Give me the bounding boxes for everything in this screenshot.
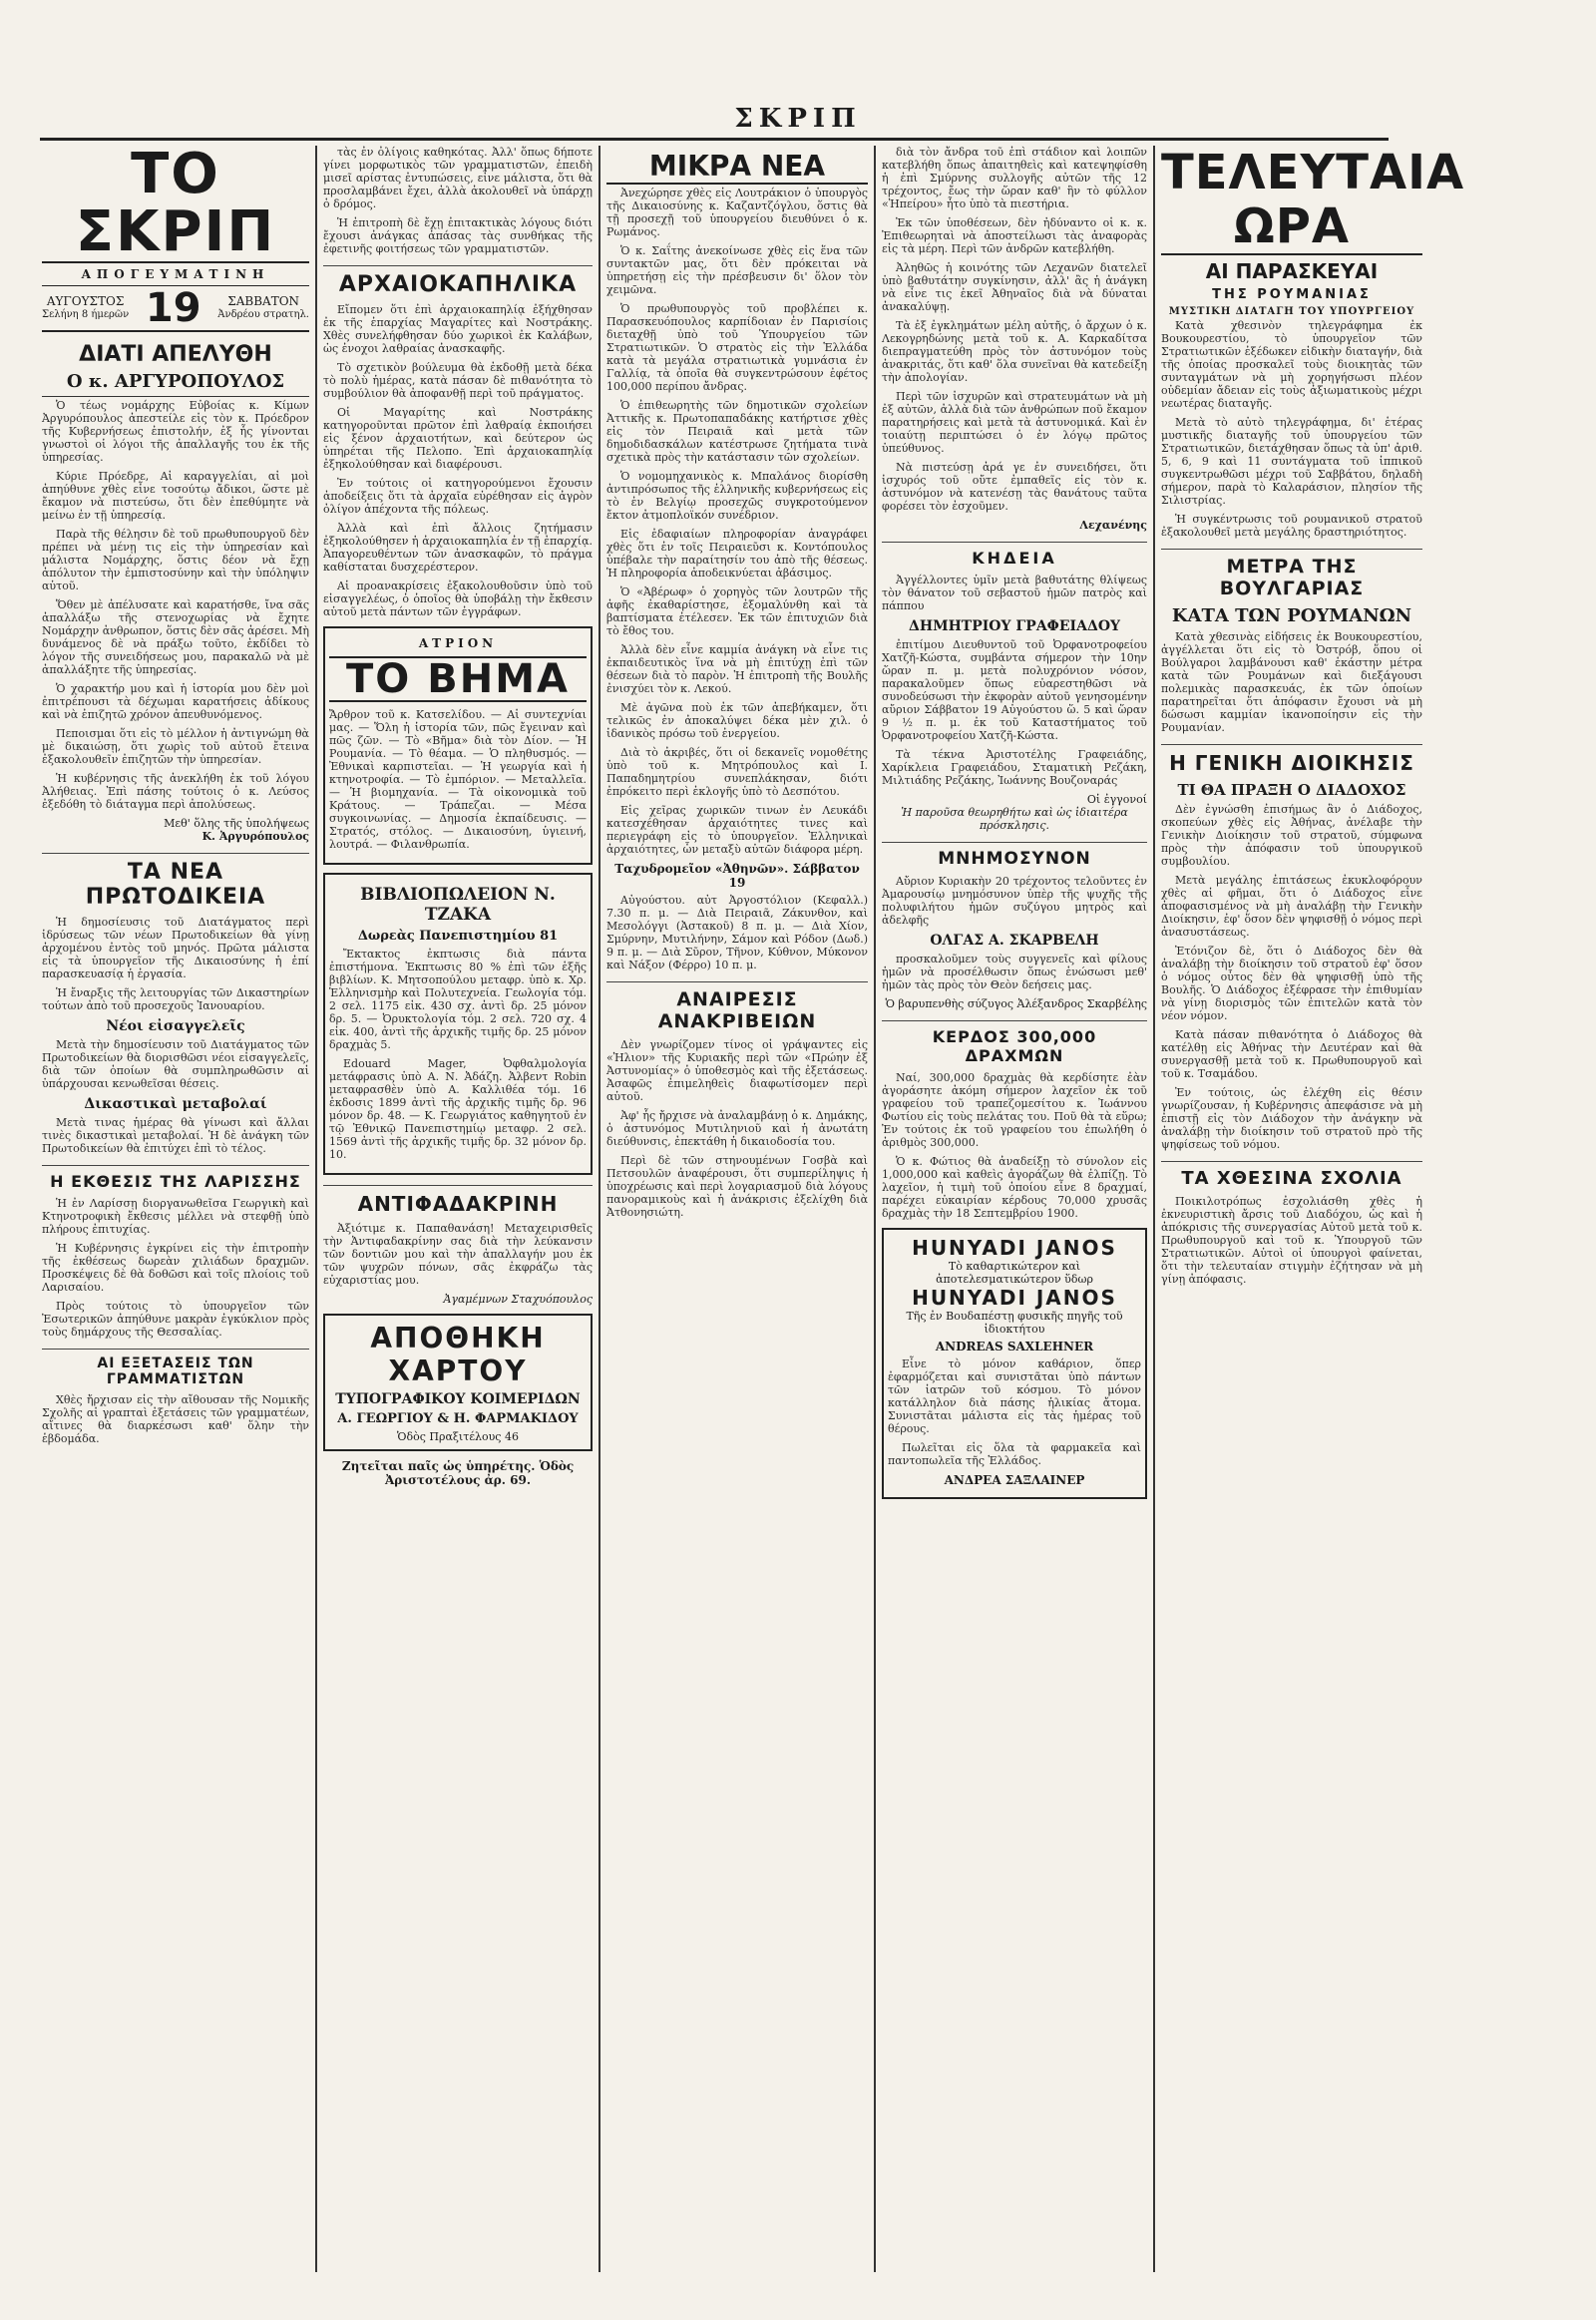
column-2 [323,146,593,2280]
deceased-name: ΔΗΜΗΤΡΙΟΥ ΓΡΑΦΕΙΑΔΟΥ [908,618,1121,634]
headline: ΜΕΤΡΑ ΤΗΣ ΒΟΥΛΓΑΡΙΑΣ [1161,549,1422,599]
subheading: ΑΙ ΠΑΡΑΣΚΕΥΑΙ [1205,259,1379,283]
column-divider [598,146,600,2272]
paragraph: Νὰ πιστεύσῃ ἀρά γε ἐν συνειδήσει, ὅτι ἰσχυρός τοῦ οὔτε ἐμπαθεῖς εἰς τὸν κ. ἀστυνόμον νὰ κατενέσῃ τὰς θανάτους ταῦτα φορέσει τὸν ἐσχοῦμεν. [882,461,1147,513]
paragraph: Ἐκ τῶν ὑποθέσεων, δὲν ἠδύναντο οἱ κ. κ. Ἐπιθεωρηταὶ νὰ ἀποστείλωσι τὰς ἀναφορὰς εἰς τὰ μέρη. Περὶ τῶν ἀνδρῶν κατεβλήθη. [882,216,1147,255]
deceased-name: ΟΛΓΑΣ Α. ΣΚΑΡΒΕΛΗ [930,933,1099,949]
column-5 [1161,145,1465,2280]
classified-note: Ζητεῖται παῖς ὡς ὑπηρέτης. Ὁδὸς Ἀριστοτέλους ἀρ. 69. [341,1459,575,1487]
date-left: ΑΥΓΟΥΣΤΟΣ Σελήνη 8 ήμερῶν [42,294,130,320]
date-right: ΣΑΒΒΑΤΟΝ Ἀνδρέου στρατηλ. [217,294,309,320]
ad-hunyadi [882,1228,1147,1499]
paragraph: Περὶ δὲ τῶν στηνουμένων Γοσβὰ καὶ Πετσουλῶν ἀναφέρουσι, ὅτι συμπερίληψις ἡ ὑποχρέωσις καὶ περὶ λογαριασμοῦ διὰ λόγους πανοραμικοὺς καὶ ἡ ἀνάκρισις ἐξελίχθη διὰ Ἀτθονησιώτη. [606,1154,868,1219]
ad-owner: ΑΝΔΡΕΑ ΣΑΞΛΑΙΝΕΡ [944,1473,1085,1487]
paragraph: Ὁ ἐπιθεωρητὴς τῶν δημοτικῶν σχολείων Ἀττικῆς κ. Πρωτοπαπαδάκης κατήρτισε χθὲς εἰς τὸν Πειραιᾶ καὶ μετὰ τῶν δημοδιδασκάλων κατέστρωσε ζητήματα τινὰ σχετικὰ πρὸς τὴν κατάστασιν τῶν σχολείων. [606,399,868,464]
column-divider [1153,146,1155,2272]
paragraph: Μετὰ τὴν δημοσίευσιν τοῦ Διατάγματος τῶν Πρωτοδικείων θὰ διορισθῶσι νέοι εἰσαγγελεῖς, διὰ τῶν ὁποίων θὰ συμπληρωθῶσιν αἱ ὑπάρχουσαι κενωθεῖσαι θέσεις. [42,1038,309,1090]
paragraph: Ἀλλὰ δὲν εἶνε καμμία ἀνάγκη νὰ εἶνε τις ἐκπαιδευτικὸς ἵνα νὰ μὴ ἐπιτύχῃ ἐπὶ τῶν θέσεων διὰ τὸ παρὸν. Ἡ ἐπιτροπὴ τῆς Βουλῆς ἐνισχύει τὸν κ. Λεκού. [606,643,868,695]
ad-signature: Ἀγαμέμνων Σταχυόπουλος [443,1293,593,1306]
ad-title: ΤΟ ΒΗΜΑ [329,656,587,702]
paragraph: Ἡ συγκέντρωσις τοῦ ρουμανικοῦ στρατοῦ ἐξακολουθεῖ μετὰ μεγάλης δραστηριότητος. [1161,513,1422,539]
paragraph: Ἀφ' ἧς ἤρχισε νὰ ἀναλαμβάνῃ ὁ κ. Δημάκης, ὁ ἀστυνόμος Μυτιληνιοῦ καὶ ἡ ἀνωτάτη διεύθυνσις, ἐπεκτάθη ἡ δικαιοδοσία του. [606,1109,868,1148]
headline-sub: ΤΙ ΘΑ ΠΡΑΞΗ Ο ΔΙΑΔΟΧΟΣ [1177,781,1406,799]
masthead: ΤΟ ΣΚΡΙΠ [42,146,309,263]
paragraph: Ὁ κ. Σαΐτης ἀνεκοίνωσε χθὲς εἰς ἕνα τῶν συντακτῶν μας, ὅτι δὲν πρόκειται νὰ ὑπηρετήσῃ εἰς τὴν πρέσβευσιν δι' ὅλον τὸν χειμῶνα. [606,244,868,296]
headline: ΑΙ ΕΞΕΤΑΣΕΙΣ ΤΩΝ ΓΡΑΜΜΑΤΙΣΤΩΝ [42,1349,309,1387]
paragraph: Αὐγούστου. αὐτ Ἀργοστόλιον (Κεφαλλ.) 7.30 π. μ. — Διὰ Πειραιᾶ, Ζάκυνθον, καὶ Μεσολόγγι (Ἀστακοῦ) 8 π. μ. — Διὰ Χίον, Σμύρνην, Μυτιλήνην, Σάμον καὶ Ρόδον (Δωδ.) 9 π. μ. — Διὰ Σῦρον, Τῆνον, Κύθνον, Μύκονον καὶ Νάξον (Φέρρο) 10 π. μ. [606,894,868,971]
paragraph: Ἐν τούτοις οἱ κατηγορούμενοι ἔχουσιν ἀποδείξεις ὅτι τὰ ἀρχαῖα εὐρέθησαν εἰς ἀγρὸν ὀλίγον ἀπέχοντα τῆς πόλεως. [323,477,593,516]
paragraph: Αὔριον Κυριακὴν 20 τρέχοντος τελοῦντες ἐν Ἀμαρουσίῳ μνημόσυνον ὑπὲρ τῆς ψυχῆς τῆς πολυφιλήτου ἡμῶν συζύγου μητρὸς καὶ ἀδελφῆς [882,875,1147,927]
note: Ἡ παροῦσα θεωρηθήτω καὶ ὡς ἰδιαιτέρα πρόσκλησις. [901,806,1128,832]
signature: Λεχανένης [1079,519,1147,532]
paragraph: Ὁ τέως νομάρχης Εὐβοίας κ. Κίμων Ἀργυρόπουλος ἀπεστείλε εἰς τὸν κ. Πρόεδρον τῆς Κυβερνήσεως ἐπιστολήν, ἐξ ἧς γίνονται γνωστοὶ οἱ λόγοι τῆς ἀπαλλαγῆς του ἐκ τῆς ὑπηρεσίας. [42,399,309,464]
headline-sub: Ο κ. ΑΡΓΥΡΟΠΟΥΛΟΣ [42,371,309,397]
ad-subtitle: ΤΥΠΟΓΡΑΦΙΚΟΥ ΚΟΙΜΕΡΙΔΩΝ [335,1391,581,1407]
paragraph: Ἡ ἐπιτροπὴ δὲ ἔχῃ ἐπιτακτικὰς λόγους διότι ἔχουσι ἀνάγκας ἀπάσας τὰς συνθήκας τῆς ἐφετινῆς φοιτήσεως τῶν γραμματιστῶν. [323,216,593,255]
paragraph: Εἴπομεν ὅτι ἐπὶ ἀρχαιοκαπηλίᾳ ἐξήχθησαν ἐκ τῆς ἐπαρχίας Μαγαρίτες καὶ Νοστράκης. Χθὲς συνελήφθησαν δύο χωρικοὶ ἐκ Καλάβων, ὡς ἐνοχοι λαθραίας ἀνασκαφῆς. [323,303,593,355]
ad-text: Ἔκτακτος ἐκπτωσις διὰ πάντα ἐπιστήμονα. Ἐκπτωσις 80 % ἐπὶ τῶν ἑξῆς βιβλίων. Κ. Μητσοπούλου μεταφρ. ὑπὸ κ. Χρ. Ἑλληνισμὴρ καὶ Πολυτεχνεία. Γεωλογία τόμ. 2 σελ. 1175 εἰκ. 430 σχ. ἀντὶ δρ. 25 μόνον δρ. 5. — Ὀρυκτολογία τόμ. 2 σελ. 720 σχ. 4 εἰκ. 400, ἀντὶ τῆς ἀρχικῆς τιμῆς δρ. 25 μόνον δραχμὰς 5. [329,948,587,1051]
ad-text: Ἄρθρον τοῦ κ. Κατσελίδου. — Αἱ συντεχνίαι μας. — Ὅλη ἡ ἱστορία τῶν, πῶς ἔγειναν καὶ πῶς ζῶν. — Τὸ «Βῆμα» διὰ τὸν Δίον. — Ἡ Ρουμανία. — Τὸ θέαμα. — Ὁ πληθυσμός. — Ἐθνικαὶ καρπιστεῖαι. — Ἡ γεωργία καὶ ἡ κτηνοτροφία. — Τὸ ἐμπόριον. — Μεταλλεῖα. — Ἡ βιομηχανία. — Τὰ οἰκονομικὰ τοῦ Κράτους. — Τράπεζαι. — Μέσα συγκοινωνίας. — Δημοσία ἐκπαίδευσις. — Στρατός, στόλος. — Δικαιοσύνη, ὑγιεινή, λουτρά. — Φιλανθρωπία. [329,708,587,851]
signature: Ὁ βαρυπενθὴς σύζυγος Ἀλέξανδρος Σκαρβέλης [885,997,1147,1010]
header-rule [40,138,1389,141]
paragraph: Τὰ ἐξ ἐγκλημάτων μέλη αὐτῆς, ὁ ἄρχων ὁ κ. Λεκογρηδώνης μετὰ τοῦ κ. Α. Καρκαδίτσα διεπραγματεύθη πρὸς τὸν ἀστυνόμον τοὺς ἀνακριτάς, ὅτι καθ' ὅλα συνεῖναι θὰ κατεδείξη τὴν ἀπολογίαν. [882,319,1147,384]
ad-text: Edouard Mager, Ὀφθαλμολογία μετάφρασις ὑπὸ Α. Ν. Ἀδάζη. Ἀλβεντ Robin μεταφρασθὲν ὑπὸ Α. Καλλιθέα τόμ. 16 ἐκδοσις 1899 ἀντὶ τῆς ἀρχικῆς τιμῆς δρ. 96 μόνον δρ. 48. — Κ. Γεωργιάτος καθηγητοῦ ἐν τῷ Ἐθνικῷ Πανεπιστημίῳ μεταφρ. 2 σελ. 1569 ἀντὶ τῆς ἀρχικῆς τιμῆς δρ. 32 μόνον δρ. 10. [329,1057,587,1161]
paragraph: Ποικιλοτρόπως ἐσχολιάσθη χθὲς ἡ ἐκνευριστικὴ ἄρσις τοῦ Διαδόχου, ὡς καὶ ἡ ἀπόκρισις τῆς συνεργασίας Αὐτοῦ μετὰ τοῦ κ. Πρωθυπουργοῦ καὶ τοῦ κ. Ὑπουργοῦ τῶν Στρατιωτικῶν. Αὐτοὶ οἱ ὑπουργοὶ φαίνεται, ὅτι τὴν τελευταίαν στιγμὴν ἐζήτησαν νὰ μὴ γίνῃ ἀπόφασις. [1161,1195,1422,1286]
headline: ΑΝΑΙΡΕΣΙΣ ΑΝΑΚΡΙΒΕΙΩΝ [606,981,868,1032]
headline-big: ΤΕΛΕΥΤΑΙΑ ΩΡΑ [1161,145,1465,254]
signature: Οἱ ἐγγονοί [1086,793,1147,806]
paragraph: Ἀλλὰ καὶ ἐπὶ ἄλλοις ζητήμασιν ἐξηκολούθησεν ἡ ἀρχαιοκαπηλία ἐν τῇ ἐπαρχίᾳ. Ἀπαγορευθέντων τῶν ἀνασκαφῶν, τὸ πράγμα καθίσταται δυσχερέστερον. [323,522,593,574]
paragraph: Διὰ τὸ ἀκριβές, ὅτι οἱ δεκανεῖς νομοθέτης ὑπὸ τοῦ κ. Μητρόπουλος καὶ Ι. Παπαδημητρίου συνεπλάκησαν, διότι ἐπρόκειτο περὶ ἐκλογῆς ὑπὸ τὸ Δεσπότου. [606,746,868,798]
ad-owner: ANDREAS SAXLEHNER [935,1340,1094,1353]
ad-text: Ἀξιότιμε κ. Παπαθανάση! Μεταχειρισθεῖς τὴν Ἀντιφαδακρίνην σας διὰ τὴν λεύκανσιν τῶν δοντιῶν μου καὶ τὴν ἀπαλλαγήν μου ἐκ τῶν ψυχρῶν πόνων, σᾶς ἐκφράζω τὰς εὐχαριστίας μου. [323,1222,593,1287]
paragraph: Ἐν τούτοις, ὡς ἐλέχθη εἰς θέσιν γνωρίζουσαν, ἡ Κυβέρνησις ἀπεφάσισε νὰ μὴ ἐπιστῇ εἰς τὸν Διάδοχον τὴν ἀνάγκην νὰ ἀναλάβῃ τὴν διοίκησιν τοῦ στρατοῦ πρὸ τῆς ψηφίσεως τοῦ νόμου. [1161,1086,1422,1151]
paragraph: Δὲν γνωρίζομεν τίνος οἱ γράψαντες εἰς «Ἡλιον» τῆς Κυριακῆς περὶ τῶν «Πρώην ἐξ Ἀστυνομίας» ὁ ὑποθεσμὸς καὶ τῆς ἐξετάσεως. Ἀσαφῶς ἐπιμεληθεὶς διαφωτίσομεν περὶ αὐτοῦ. [606,1038,868,1103]
paragraph: τὰς ἐν ὀλίγοις καθηκότας. Ἀλλ' ὅπως δήποτε γίνει μορφωτικὸς τῶν γραμματιστῶν, ἐπειδὴ μισεῖ αρίστας ἐντυπώσεις, εἶνε μάλιστα, ὅτι θὰ προσλαμβάνει ἔχει, ἀλλὰ ἀκολουθεῖ νὰ ὑπάρχῃ ὁ δρόμος. [323,146,593,210]
headline: ΔΙΑΤΙ ΑΠΕΛΥΘΗ [79,342,272,367]
headline: ΜΙΚΡΑ ΝΕΑ [606,150,868,185]
ad-address: Δωρεὰς Πανεπιστημίου 81 [357,929,559,944]
paragraph: Ἡ ἐν Λαρίσσῃ διοργανωθεῖσα Γεωργικὴ καὶ Κτηνοτροφικὴ ἔκθεσις μέλλει νὰ στεφθῇ ὑπὸ πλήρους ἐπιτυχίας. [42,1197,309,1236]
headline: Η ΕΚΘΕΣΙΣ ΤΗΣ ΛΑΡΙΣΣΗΣ [42,1165,309,1191]
paragraph: Ναί, 300,000 δραχμὰς θὰ κερδίσητε ἐὰν ἀγοράσητε ἀκόμη σήμερον λαχεῖον ἐκ τοῦ γραφείου τοῦ τραπεζομεσίτου κ. Ἰωάννου Φωτίου εἰς τοὺς πελάτας του. Ποῦ θὰ τὰ εὕρω; Ἐν τούτοις ἐκ τοῦ γραφείου του ἐπωλήθη ὁ ἀριθμὸς 300,000. [882,1071,1147,1149]
paragraph: Κατὰ χθεσινὸν τηλεγράφημα ἐκ Βουκουρεστίου, τὸ ὑπουργεῖον τῶν Στρατιωτικῶν ἐξέδωκεν εἰδικὴν διαταγήν, διὰ τῆς ὁποίας προσκαλεῖ τοὺς διοικητὰς τῶν συνταγμάτων νὰ μὴ χορηγήσωσι πλέον οὐδεμίαν ἄδειαν εἰς τοὺς ἀξιωματικοὺς μέχρι νεωτέρας διαταγῆς. [1161,319,1422,410]
paragraph: Εἰς ἐδαφιαίων πληροφορίαν ἀναγράφει χθὲς ὅτι ἐν τοῖς Πειραιεῦσι κ. Κοντόπουλος ὑπέβαλε τὴν παραίτησίν του ἀπὸ τῆς θέσεως. Ἡ πληροφορία ἀποδεικνύεται ἀβάσιμος. [606,528,868,580]
date-box [42,285,309,332]
paragraph: Μὲ ἀγῶνα ποὺ ἐκ τῶν ἀπεβήκαμεν, ὅτι τελικῶς ἐν ἀποκαλύψει δέκα μὲν χιλ. ὁ ἰδανικὸς πρόσω τοῦ ἐνεργείου. [606,701,868,740]
ad-title: ΒΙΒΛΙΟΠΩΛΕΙΟΝ Ν. ΤΖΑΚΑ [360,885,556,925]
ad-text: Εἶνε τὸ μόνον καθάριον, ὅπερ ἐφαρμόζεται καὶ συνιστᾶται ὑπὸ πάντων τῶν ἰατρῶν τοῦ κόσμου. Τὸ μόνον κατάλληλον διὰ πάσης ἡλικίας ἄτομα. Συνιστᾶται μάλιστα εἰς τὰς ἡμέρας τοῦ θέρους. [888,1357,1141,1435]
headline-sub: ΚΑΤΑ ΤΩΝ ΡΟΥΜΑΝΩΝ [1171,605,1412,626]
ad-title: ΑΠΟΘΗΚΗ ΧΑΡΤΟΥ [370,1322,546,1387]
paragraph: Ἡ δημοσίευσις τοῦ Διατάγματος περὶ ἱδρύσεως τῶν νέων Πρωτοδικείων θὰ γίνῃ ἀρχομένου ἐντὸς τοῦ μηνός. Πρῶτα μάλιστα εἰς τὰ ὑπουργεῖον τῆς Δικαιοσύνης ἡ ἐπί παρασκευασίᾳ ἡ ἐργασία. [42,916,309,980]
paragraph: Ἀληθῶς ἡ κοινότης τῶν Λεχανῶν διατελεῖ ὑπὸ βαθυτάτην συγκίνησιν, ἀλλ' ἂς ἡ ἀνάγκη νὰ εἶνε τις ἐκεῖ Ἀθηναῖος διὰ νὰ δύναται ἀνακαλύψῃ. [882,261,1147,313]
ad-to-vima [323,626,593,865]
ad-text: Πωλεῖται εἰς ὅλα τὰ φαρμακεῖα καὶ παντοπωλεῖα τῆς Ἑλλάδος. [888,1441,1141,1467]
date-number: 19 [145,285,201,331]
paragraph: Εἰς χεῖρας χωρικῶν τινων ἐν Λευκάδι κατεσχέθησαν ἀρχαιότητες τινες καὶ περιεγράφη εἰς τὸ ὑπουργεῖον. Ἐλληνικαὶ ἀρχαιότητες, ὧν μεταξὺ αὐτῶν διάφορα μέρη. [606,804,868,856]
subheading: Δικαστικαὶ μεταβολαί [84,1096,267,1112]
paragraph: Οἱ Μαγαρίτης καὶ Νοστράκης κατηγοροῦνται πρῶτον ἐπὶ λαθραίᾳ ἐκποιήσει εἰς ξένον ἀρχαιοτήτων, καὶ δεύτερον ὡς ὑπηρέται τῆς Πελοπο. Ἐπὶ ἀρχαιοκαπηλίᾳ ἐξηκολούθησαν καὶ διαφέρουσι. [323,406,593,471]
paragraph: προσκαλοῦμεν τοὺς συγγενεῖς καὶ φίλους ἡμῶν νὰ προσέλθωσιν ὅπως ἑνώσωσι μεθ' ἡμῶν τὰς πρὸς τὸν Θεὸν δεήσεις μας. [882,953,1147,991]
ad-title: ΑΝΤΙΦΑΔΑΚΡΙΝΗ [323,1185,593,1216]
paragraph: Ὁ «Ἀβέρωφ» ὁ χορηγὸς τῶν λουτρῶν τῆς ἀφῆς ἐκαθαρίστησε, ἐξομαλύνθη καὶ τὰ βαπτίσματα ἐτέλεσεν. Ἐκ τῶν ἐπιτυχιῶν διὰ τὸ ἔθος του. [606,585,868,637]
paragraph: Παρὰ τῆς θέλησιν δὲ τοῦ πρωθυπουργοῦ δὲν πρέπει νὰ μένῃ τις εἰς τὴν ὑπηρεσίαν καὶ μάλιστα Νομάρχης, ὅστις δέον νὰ ἔχῃ ἀπόλυτον τὴν ἐμπιστοσύνην καὶ τὴν ὑπόληψιν αὐτοῦ. [42,528,309,592]
masthead-subtitle: ΑΠΟΓΕΥΜΑΤΙΝΗ [81,267,270,281]
paragraph: Χθὲς ἤρχισαν εἰς τὴν αἴθουσαν τῆς Νομικῆς Σχολῆς αἱ γραπταὶ ἐξετάσεις τῶν γραμματέων, αἴτινες θὰ διαρκέσωσι καθ' ὅλην τὴν ἑβδομάδα. [42,1393,309,1445]
paragraph: διὰ τὸν ἄνδρα τοῦ ἐπὶ στάδιον καὶ λοιπῶν κατεβλήθη ὅπως ἀπαιτηθεὶς καὶ κατεψηφίσθη ἡ ἐπὶ Σμύρνης συλλογῆς αὐτῶν τῆς 12 τρέχοντος, ἔως τὴν ὥραν καθ' ἣν τὸ φύλλον «Ἠπείρου» ἦτο ὑπὸ τὰ πιεστήρια. [882,146,1147,210]
paragraph: Κύριε Πρόεδρε, Αἱ καραγγελίαι, αἱ μοὶ ἀπηύθυνε χθὲς εἶνε τοσούτῳ ἄδικοι, ὥστε μὲ ἔκαμον νὰ πιστεύσω, ὅτι δὲν ἐπεθύμητε νὰ μείνω ἐν τῇ ὑπηρεσίᾳ. [42,470,309,522]
ad-label: ΑΤΡΙΟΝ [418,636,498,650]
signoff-name: Κ. Ἀργυρόπουλος [201,830,309,843]
paragraph: Τὸ σχετικὸν βούλευμα θὰ ἐκδοθῇ μετὰ δέκα τὸ πολὺ ἡμέρας, κατὰ πάσαν δὲ πιθανότητα τὸ συμβούλιον θὰ ἀποφανθῇ περὶ τοῦ πράγματος. [323,361,593,400]
ad-paper-store [323,1314,593,1451]
ad-bookstore [323,873,593,1175]
column-divider [315,146,317,2272]
headline: ΤΑ ΝΕΑ ΠΡΩΤΟΔΙΚΕΙΑ [42,853,309,910]
paragraph: Ὁ χαρακτήρ μου καὶ ἡ ἱστορία μου δὲν μοὶ ἐπιτρέπουσι τὰ δέχωμαι καρατήσεις ἀδίκους καὶ νὰ ἐπιζητῶ χρόνον ἀπευθυνόμενος. [42,682,309,721]
paragraph: Ἀγγέλλοντες ὑμῖν μετὰ βαθυτάτης θλίψεως τὸν θάνατον τοῦ σεβαστοῦ ἡμῶν πατρὸς καὶ πάππου [882,574,1147,612]
paragraph: Ὁ νομομηχανικὸς κ. Μπαλάνος διορίσθη ἀντιπρόσωπος τῆς ἑλληνικῆς κυβερνήσεως εἰς τὸ ἐν Βελγίῳ προσεχῶς συγκροτούμενον ἔκτον ἀτμοπλοϊκόν συνέδριον. [606,470,868,522]
paragraph: Ἀνεχώρησε χθὲς εἰς Λουτράκιον ὁ ὑπουργὸς τῆς Δικαιοσύνης κ. Καζαντζόγλου, ὅστις θὰ τῇ προσεχῇ τοῦ ὑπουργείου διευθύνει ὁ κ. Ρωμάνος. [606,187,868,238]
headline: ΤΑ ΧΘΕΣΙΝΑ ΣΧΟΛΙΑ [1161,1161,1422,1189]
schedule-title: Ταχυδρομεῖον «Ἀθηνῶν». Σάββατον 19 [614,862,860,890]
paragraph: ἐπιτίμου Διευθυντοῦ τοῦ Ὀρφανοτροφείου Χατζῆ-Κώστα, συμβάντα σήμερον τὴν 10ην ὥραν π. μ. μετὰ πολυχρόνιον νόσον, παρακαλοῦμεν ὅπως εὐαρεστηθῶσι νὰ συνοδεύσωσι τὴν ἐκφορὰν αὐτοῦ γενησομένην αὔριον Σάββατον 19 Αὐγούστου ὥ. 5 καὶ ὥραν 9 ½ π. μ. ἐκ τοῦ Καταστήματος τοῦ Ὀρφανοτροφείου Χατζῆ-Κώστα. [882,638,1147,742]
running-header: ΣΚΡΙΠ [734,104,862,134]
paragraph: Ὁ κ. Φώτιος θὰ ἀναδείξῃ τὸ σύνολον εἰς 1,000,000 καὶ καθεὶς ἀγοράζων θὰ ἐλπίζῃ. Τὸ λαχεῖον, ἡ τιμὴ τοῦ ὁποίου εἶνε 8 δραχμαί, παρέχει εὐκαιρίαν κέρδους 70,000 χρυσᾶς δραχμὰς τὴν 18 Σεπτεμβρίου 1900. [882,1155,1147,1220]
ad-address: Ὁδὸς Πραξιτέλους 46 [397,1430,519,1443]
column-3 [606,146,868,2280]
paragraph: Μετὰ τὸ αὐτὸ τηλεγράφημα, δι' ἑτέρας μυστικῆς διαταγῆς τοῦ ὑπουργείου τῶν Στρατιωτικῶν, διετάχθησαν ὅπως τὰ ὑπ' ἀριθ. 5, 6, 9 καὶ 11 συντάγματα τοῦ ἱππικοῦ συγκεντρωθῶσι μέχρι τοῦ Σαββάτου, δηλαδὴ σήμερον, παρὰ τὸ Καλαράσιον, πλησίον τῆς Σιλιστρίας. [1161,416,1422,507]
headline: ΚΗΔΕΙΑ [882,542,1147,568]
subheading: ΜΥΣΤΙΚΗ ΔΙΑΤΑΓΗ ΤΟΥ ΥΠΟΥΡΓΕΙΟΥ [1168,306,1415,317]
ad-title: HUNYADI JANOS [912,1286,1117,1310]
paragraph: Δὲν ἐγνώσθη ἐπισήμως ἂν ὁ Διάδοχος, σκοπεύων χθὲς εἰς Ἀθήνας, ἀνέλαβε τὴν Γενικὴν Διοίκησιν τοῦ στρατοῦ, σύμφωνα πρὸς τὴν ἀπόφασιν τοῦ ὑπουργικοῦ συμβουλίου. [1161,803,1422,868]
ad-title: HUNYADI JANOS [912,1236,1117,1260]
paragraph: Ὅθεν μὲ ἀπέλυσατε καὶ καρατήσθε, ἴνα σᾶς ἀπαλλάξω τῆς στενοχωρίας νὰ ἔχητε Νομάρχην ἀνθρωπον, ὅστις δὲν σᾶς ἀρέσει. Μὴ δυνάμενος δὲ νὰ πράξω τοῦτο, ἐκδίδει τὸ λόγον τῆς συνειδήσεως μου, παρακαλῶ νὰ μὲ ἀπαλλάξητε τῆς ὑπηρεσίας. [42,598,309,676]
paragraph: Αἱ προανακρίσεις ἐξακολουθοῦσιν ὑπὸ τοῦ εἰσαγγελέως, ὁ ὁποῖος θὰ ὑποβάλῃ τὴν ἔκθεσιν αὐτοῦ μετὰ πάντων τῶν ἐγγράφων. [323,580,593,618]
paragraph: Μετὰ μεγάλης ἐπιτάσεως ἐκυκλοφόρουν χθὲς αἱ φῆμαι, ὅτι ὁ Διάδοχος εἶνε ἀποφασισμένος νὰ μὴ ἀναλάβῃ τὴν Γενικὴν Διοίκησιν, ἐφ' ὅσον δὲν ψηφισθῇ ὁ νόμος περὶ ἀνασυστάσεως. [1161,874,1422,939]
paragraph: Κατὰ χθεσινὰς εἰδήσεις ἐκ Βουκουρεστίου, ἀγγέλλεται ὅτι εἰς τὸ Ὀστρόβ, ὅπου οἱ Βούλγαροι λαμβάνουσι καθ' ἑκάστην μέτρα κατὰ τῶν Ρουμάνων καὶ διεξάγουσι πολεμικὰς παρασκευάς, ἐκ τῶν ὁποίων παρατηρεῖται ὅτι ἀπόφασιν ἔχουσι νὰ μὴ δώσωσι καμμίαν ἱκανοποίησιν εἰς τὴν Ρουμανίαν. [1161,630,1422,734]
headline: ΚΕΡΔΟΣ 300,000 ΔΡΑΧΜΩΝ [882,1020,1147,1065]
headline: ΑΡΧΑΙΟΚΑΠΗΛΙΚΑ [323,265,593,297]
signoff: Μεθ' ὅλης τῆς ὑπολήψεως [164,817,309,830]
paragraph: Πεποισμαι ὅτι εἰς τὸ μέλλον ἡ ἀντιγνώμη θὰ μὲ δικαιώσῃ, ὅτι χωρὶς τοῦ αὐτοῦ ἔτεινα ἐξακολουθεῖν ἐπιζητῶν τὴν ὑπηρεσίαν. [42,727,309,766]
headline: ΜΝΗΜΟΣΥΝΟΝ [882,842,1147,869]
paragraph: Ὁ πρωθυπουργὸς τοῦ προβλέπει κ. Παρασκευόπουλος καρπίδοιαν ἐν Παρισίοις διεταχθῇ ὑπὸ τοῦ Ὑπουργείου τῶν Στρατιωτικῶν. Ὁ στρατὸς εἰς τὴν Ἑλλάδα κατὰ τὰ μεγάλα στρατιωτικὰ γυμνάσια ἐν Γαλλίᾳ, τὰ ὁποῖα θὰ συγκεντρώσουν ἐφέτος 100,000 περίπου ἄνδρας. [606,302,868,393]
subheading: ΤΗΣ ΡΟΥΜΑΝΙΑΣ [1212,287,1372,302]
column-4 [882,146,1147,2280]
paragraph: Μετὰ τινας ἡμέρας θὰ γίνωσι καὶ ἄλλαι τινὲς δικαστικαὶ μεταβολαί. Ἡ δὲ ἀνάγκη τῶν Πρωτοδικείων θὰ ἐπιτύχει ἐπὶ τὸ τέλος. [42,1116,309,1155]
paragraph: Κατὰ πάσαν πιθανότητα ὁ Διάδοχος θὰ κατέλθῃ εἰς Ἀθήνας τὴν Δευτέραν καὶ θὰ συνεργασθῇ μετὰ τοῦ κ. Πρωθυπουργοῦ καὶ τοῦ κ. Τσαμάδου. [1161,1028,1422,1080]
paragraph: Ἐτόνιζον δὲ, ὅτι ὁ Διάδοχος δὲν θὰ ἀναλάβῃ τὴν διοίκησιν τοῦ στρατοῦ ἐφ' ὅσον ὁ νόμος οὗτος δὲν θὰ ψηφισθῇ ὑπὸ τῆς Βουλῆς. Ὁ Διάδοχος ἐξέφρασε τὴν ἐπιθυμίαν νὰ γίνῃ διορισμὸς τῶν ἐπιτελῶν κατὰ τὸν νέον νόμον. [1161,945,1422,1022]
column-1 [42,142,309,2280]
paragraph: Ἡ κυβέρνησις τῆς ἀνεκλήθη ἐκ τοῦ λόγου Ἀλήθειας. Ἐπὶ πάσης τούτοις ὁ κ. Λεύσος ἐξεδόθη τὸ διάταγμα περὶ ἀπολύσεως. [42,772,309,811]
paragraph: Τὰ τέκνα Ἀριστοτέλης Γραφειάδης, Χαρίκλεια Γραφειάδου, Σταματικὴ Ρεζάκη, Μιλτιάδης Ρεζάκης, Ἰωάννης Βουζοναράς [882,748,1147,787]
ad-subtitle: Τὸ καθαρτικώτερον καὶ ἀποτελεσματικώτερον ὕδωρ [936,1260,1093,1286]
paragraph: Ἡ Κυβέρνησις ἐγκρίνει εἰς τὴν ἐπιτροπὴν τῆς ἐκθέσεως δωρεὰν χιλιάδων δραχμῶν. Προσκέψεις δὲ θὰ δοθῶσι καὶ τοῖς πλοίοις τοῦ Λαρισαίου. [42,1242,309,1294]
ad-name: Α. ΓΕΩΡΓΙΟΥ & Η. ΦΑΡΜΑΚΙΔΟΥ [337,1411,579,1426]
subheading: Νέοι εἰσαγγελεῖς [106,1018,245,1034]
paragraph: Περὶ τῶν ἰσχυρῶν καὶ στρατευμάτων νὰ μὴ ἐξ αὐτῶν, ἀλλὰ διὰ τῶν ἀνθρώπων ποῦ ἔκαμον παρατηρήσεις καὶ μετὰ τὰ ἀστυνομικά. Καὶ ἐν τοιαύτῃ περιπτώσει ὁ ἐν λόγῳ πρῶτος ὑπεύθυνος. [882,390,1147,455]
paragraph: Ἡ ἔναρξις τῆς λειτουργίας τῶν Δικαστηρίων τούτων ἀπὸ τοῦ προσεχοῦς Ἰανουαρίου. [42,986,309,1012]
paragraph: Πρὸς τούτοις τὸ ὑπουργεῖον τῶν Ἐσωτερικῶν ἀπηύθυνε μακρὰν ἐγκύκλιον πρὸς τοὺς δημάρχους τῆς Θεσσαλίας. [42,1300,309,1339]
column-divider [874,146,876,2272]
ad-text: Τῆς ἐν Βουδαπέστῃ φυσικῆς πηγῆς τοῦ ἰδιοκτήτου [906,1310,1123,1336]
headline: Η ΓΕΝΙΚΗ ΔΙΟΙΚΗΣΙΣ [1161,744,1422,775]
